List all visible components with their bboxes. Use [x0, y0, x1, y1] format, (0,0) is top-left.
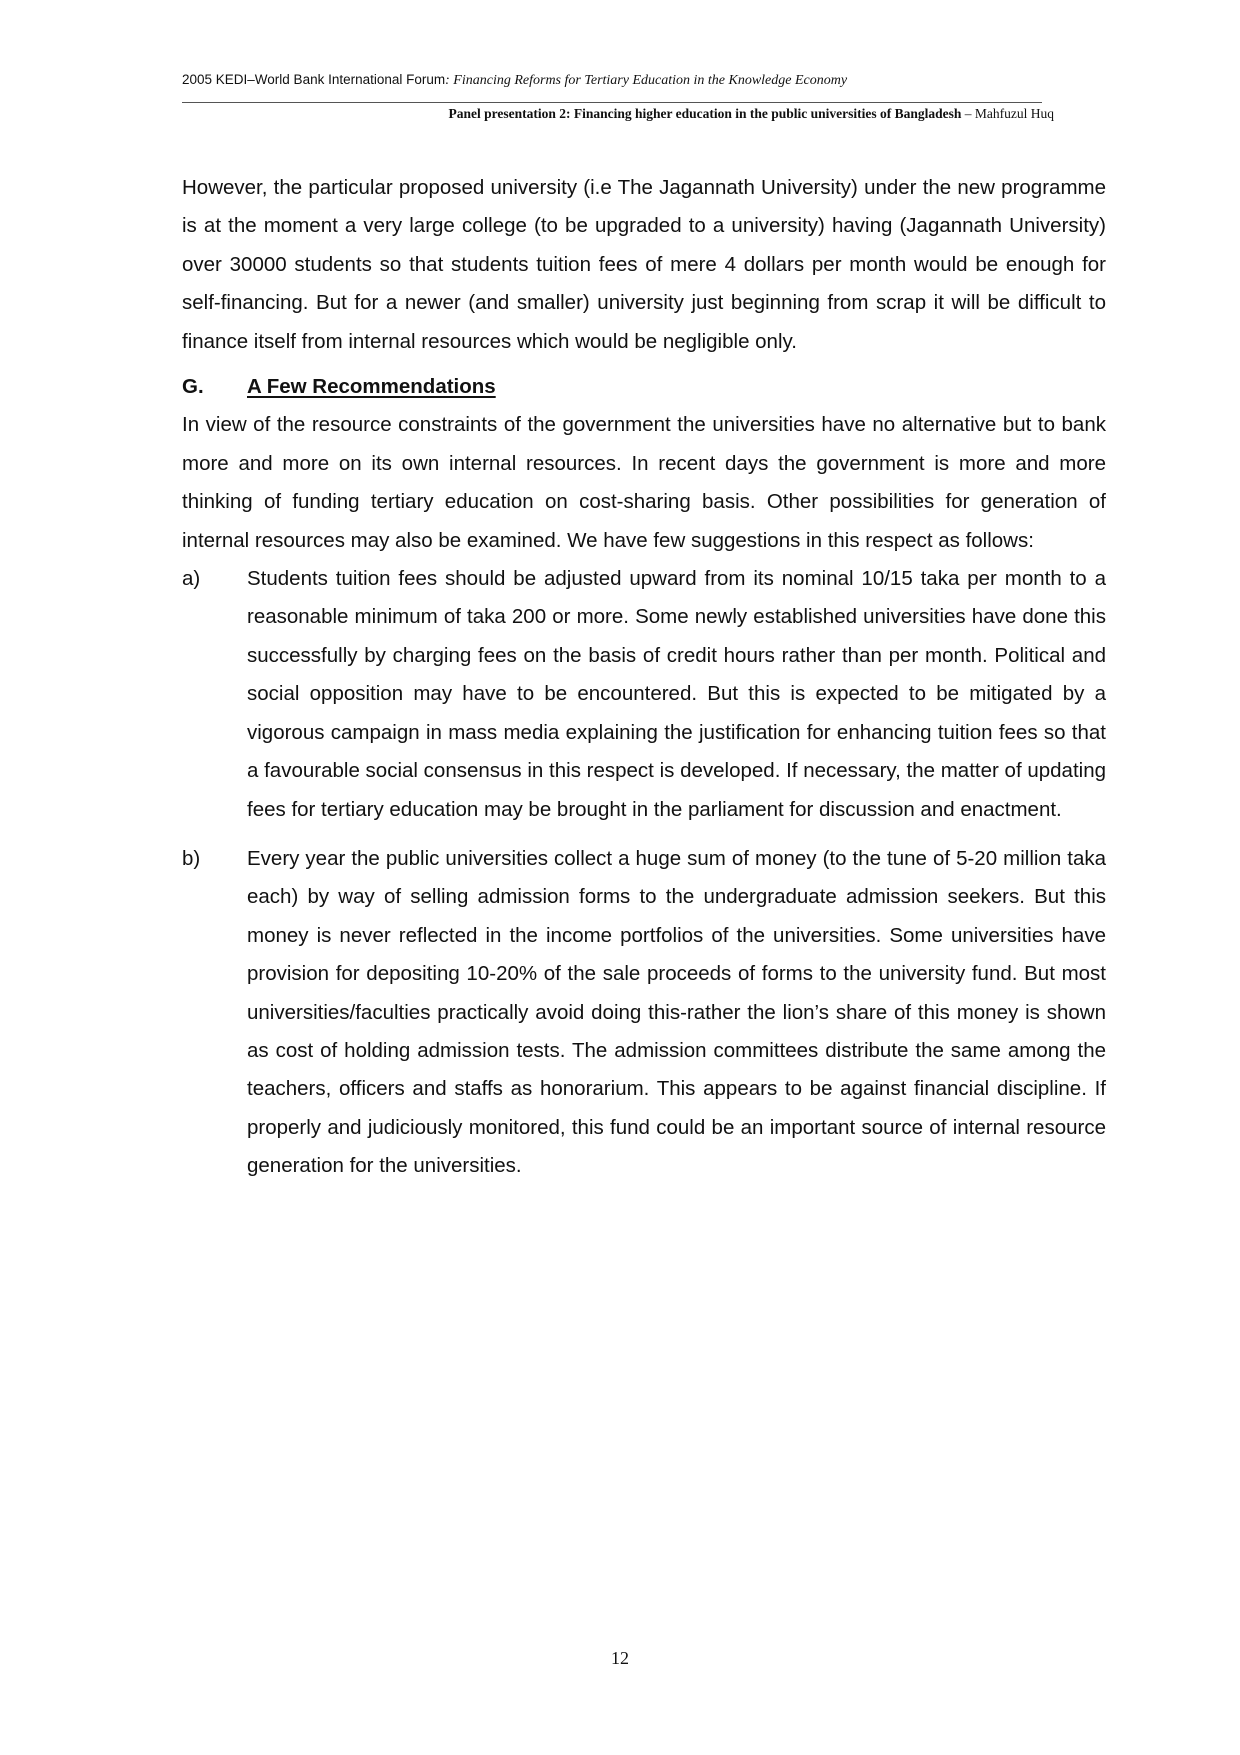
list-item: [182, 840, 1106, 1186]
list-marker: b): [182, 846, 201, 870]
intro-paragraph: However, the particular proposed university (i.e The Jagannath University) under the new programme is at the moment a very large college (to be upgraded to a university) having (Jagannath University) over 30000 students so that students tuition fees of mere 4 dollars per month would be enough for self-financing. But for a newer (and smaller) university just beginning from scrap it will be difficult to finance itself from internal resources which would be negligible only.: [182, 176, 1106, 353]
header-forum-subtitle: : Financing Reforms for Tertiary Education in the Knowledge Economy: [445, 73, 848, 88]
running-header-panel: [448, 106, 1054, 122]
list-item: [182, 560, 1106, 829]
list-marker: a): [182, 567, 201, 591]
section-title: A Few Recommendations: [247, 375, 496, 399]
header-separator: –: [961, 106, 975, 121]
header-panel-title: Panel presentation 2: Financing higher education in the public universities of Bangladesh: [448, 106, 962, 121]
header-author: Mahfuzul Huq: [974, 106, 1054, 121]
document-body: [182, 169, 1106, 1186]
list-item-text: Students tuition fees should be adjusted upward from its nominal 10/15 taka per month to a reasonable minimum of taka 200 or more. Some newly established universities have done this successfully by charging fees on the basis of credit hours rather than per month. Political and social opposition may have to be encountered. But this is expected to be mitigated by a vigorous campaign in mass media explaining the justification for enhancing tuition fees so that a favourable social consensus in this respect is developed. If necessary, the matter of updating fees for tertiary education may be brought in the parliament for discussion and enactment.: [247, 567, 1106, 821]
list-item-text: Every year the public universities collect a huge sum of money (to the tune of 5-20 million taka each) by way of selling admission forms to the undergraduate admission seekers. But this money is never reflected in the income portfolios of the universities. Some universities have provision for depositing 10-20% of the sale proceeds of forms to the university fund. But most universities/faculties practically avoid doing this-rather the lion’s share of this money is shown as cost of holding admission tests. The admission committees distribute the same among the teachers, officers and staffs as honorarium. This appears to be against financial discipline. If properly and judiciously monitored, this fund could be an important source of internal resource generation for the universities.: [247, 846, 1106, 1178]
page-number: 12: [611, 1648, 629, 1668]
section-paragraph: In view of the resource constraints of the government the universities have no alternative but to bank more and more on its own internal resources. In recent days the government is more and more thinking of funding tertiary education on cost-sharing basis. Other possibilities for generation of internal resources may also be examined. We have few suggestions in this respect as follows:: [182, 413, 1106, 552]
header-forum-name: 2005 KEDI–World Bank International Forum: [182, 72, 446, 87]
recommendations-list: [182, 560, 1106, 1186]
section-letter: G.: [182, 375, 204, 399]
running-header-top: [182, 72, 847, 89]
section-heading: [182, 368, 1106, 406]
header-divider: [182, 102, 1042, 103]
